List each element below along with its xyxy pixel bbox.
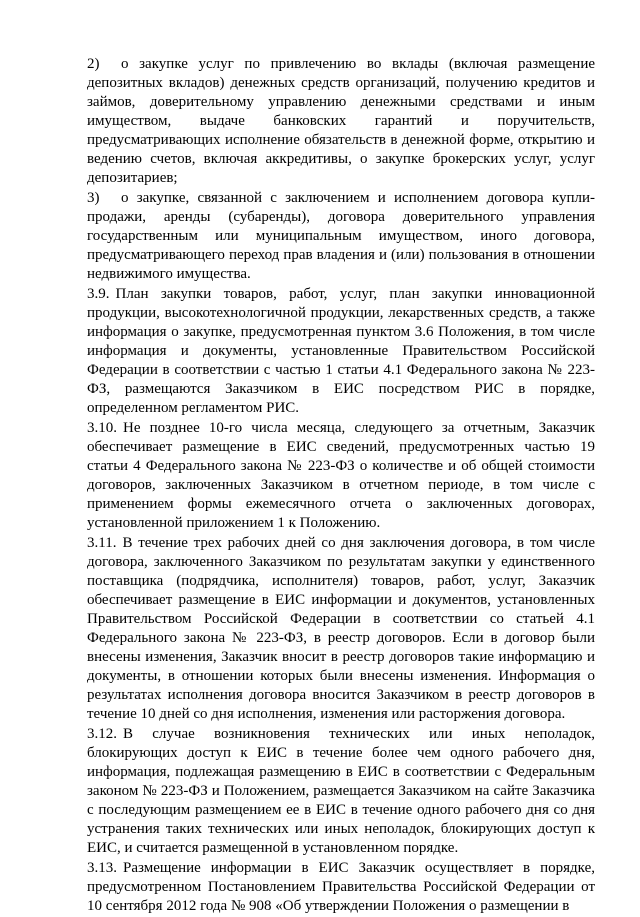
paragraph-number: 3.9.: [87, 286, 110, 302]
paragraph-3-12: [87, 725, 595, 858]
paragraph-number: 3.11.: [87, 535, 117, 551]
paragraph-item-3: [87, 189, 595, 284]
paragraph-text: В случае возникновения технических или иных неполадок, блокирующих доступ к ЕИС в течение более чем одного рабочего дня, информация, подлежащая размещению в ЕИС в соответствии с Федеральным законом № 223-ФЗ и Положением, размещается Заказчиком на сайте Заказчика с последующим размещением ее в ЕИС в течение одного рабочего дня со дня устранения таких технических или иных неполадок, блокирующих доступ к ЕИС, и считается размещенной в установленном порядке.: [87, 726, 595, 856]
paragraph-number: 3.13.: [87, 860, 117, 876]
paragraph-3-13: [87, 859, 595, 916]
paragraph-text: Размещение информации в ЕИС Заказчик осуществляет в порядке, предусмотренном Постановлением Правительства Российской Федерации от 10 сентября 2012 года № 908 «Об утверждении Положения о размещении в: [87, 860, 595, 914]
paragraph-number: 2): [87, 56, 100, 72]
paragraph-text: о закупке, связанной с заключением и исполнением договора купли-продажи, аренды (субаренды), договора доверительного управления государственным или муниципальным имуществом, иного договора, предусматривающего переход прав владения и (или) пользования в отношении недвижимого имущества.: [87, 190, 595, 282]
paragraph-text: Не позднее 10-го числа месяца, следующего за отчетным, Заказчик обеспечивает размещение в ЕИС сведений, предусмотренных частью 19 статьи 4 Федерального закона № 223-ФЗ о количестве и об общей стоимости договоров, заключенных Заказчиком в отчетном периоде, в том числе с применением формы ежемесячного отчета о заключенных договорах, установленной приложением 1 к Положению.: [87, 420, 595, 531]
paragraph-number: 3.10.: [87, 420, 117, 436]
paragraph-3-10: [87, 419, 595, 533]
paragraph-3-11: [87, 534, 595, 724]
paragraph-3-9: [87, 285, 595, 418]
document-page: [87, 55, 595, 917]
paragraph-number: 3): [87, 190, 100, 206]
paragraph-text: В течение трех рабочих дней со дня заключения договора, в том числе договора, заключенного Заказчиком по результатам закупки у единственного поставщика (подрядчика, исполнителя) товаров, работ, услуг, Заказчик обеспечивает размещение в ЕИС информации и документов, установленных Правительством Российской Федерации в соответствии со статьей 4.1 Федерального закона № 223-ФЗ, в реестр договоров. Если в договор были внесены изменения, Заказчик вносит в реестр договоров такие информацию и документы, в отношении которых были внесены изменения. Информация о результатах исполнения договора вносится Заказчиком в реестр договоров в течение 10 дней со дня исполнения, изменения или расторжения договора.: [87, 535, 595, 722]
paragraph-number: 3.12.: [87, 726, 117, 742]
paragraph-text: План закупки товаров, работ, услуг, план закупки инновационной продукции, высокотехнологичной продукции, лекарственных средств, а также информация о закупке, предусмотренная пунктом 3.6 Положения, в том числе информация и документы, установленные Правительством Российской Федерации в соответствии с частью 1 статьи 4.1 Федерального закона № 223-ФЗ, размещаются Заказчиком в ЕИС посредством РИС в порядке, определенном регламентом РИС.: [87, 286, 595, 416]
paragraph-item-2: [87, 55, 595, 188]
paragraph-text: о закупке услуг по привлечению во вклады (включая размещение депозитных вкладов) денежных средств организаций, получению кредитов и займов, доверительному управлению денежными средствами и иным имуществом, выдаче банковских гарантий и поручительств, предусматривающих исполнение обязательств в денежной форме, открытию и ведению счетов, включая аккредитивы, о закупке брокерских услуг, услуг депозитариев;: [87, 56, 595, 186]
